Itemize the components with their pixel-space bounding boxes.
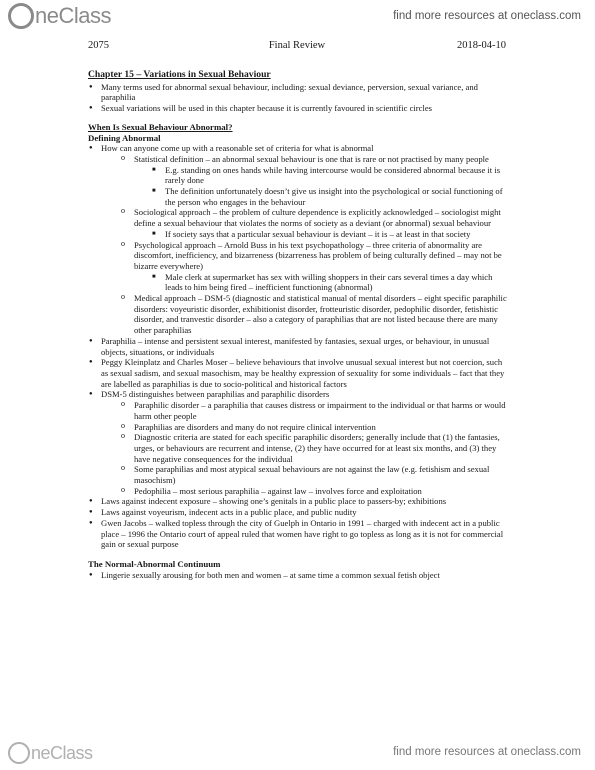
sub-list-item: o Pedophilia – most serious paraphilia – against law – involves force and exploitation <box>88 486 508 497</box>
list-item: ● DSM-5 distinguishes between paraphilias and paraphilic disorders <box>88 389 508 400</box>
chapter-title: Chapter 15 – Variations in Sexual Behaviour <box>88 69 271 80</box>
continuum-list <box>88 570 508 581</box>
top-banner <box>0 0 595 34</box>
sub-sub-list-item: ■ The definition unfortunately doesn’t give us insight into the psychological or social functioning of the person who engages in the behaviour <box>88 186 508 207</box>
list-item: ● Lingerie sexually arousing for both men and women – at same time a common sexual fetish object <box>88 570 508 581</box>
find-more-resources-footer-link[interactable]: find more resources at oneclass.com <box>393 746 581 758</box>
intro-list <box>88 82 508 114</box>
section-title-continuum: The Normal-Abnormal Continuum <box>88 558 221 569</box>
bottom-banner <box>0 736 595 770</box>
list-item: ● Paraphilia – intense and persistent sexual interest, manifested by fantasies, sexual urges, or behaviour, in unusual objects, situations, or individuals <box>88 336 508 357</box>
sub-list-item: o Some paraphilias and most atypical sexual behaviours are not against the law (e.g. fetishism and sexual masochism) <box>88 464 508 485</box>
section-subtitle: Defining Abnormal <box>88 132 161 143</box>
document-date: 2018-04-10 <box>457 40 506 51</box>
logo-text: neClass <box>35 3 111 28</box>
list-item: ● Laws against indecent exposure – showing one’s genitals in a public place to passers-by; exhibitions <box>88 496 508 507</box>
oneclass-footer-logo[interactable] <box>8 740 93 766</box>
list-item: ● How can anyone come up with a reasonable set of criteria for what is abnormal <box>88 143 508 154</box>
document-header <box>88 40 506 54</box>
sub-list-item: o Psychological approach – Arnold Buss in his text psychopathology – three criteria of abnormality are discomfort, inefficiency, and bizarreness (bizarreness has problem of being culturally defined – may not be bizarre everywhere) <box>88 240 508 272</box>
list-item: ● Many terms used for abnormal sexual behaviour, including: sexual deviance, perversion, sexual variance, and paraphilia <box>88 82 508 103</box>
section-title: When Is Sexual Behaviour Abnormal? <box>88 121 233 132</box>
sub-sub-list-item: ■ Male clerk at supermarket has sex with willing shoppers in their cars several times a day which leads to him being fired – inefficient functioning (abnormal) <box>88 272 508 293</box>
oneclass-logo[interactable] <box>8 3 111 29</box>
sub-list-item: o Medical approach – DSM-5 (diagnostic and statistical manual of mental disorders – eight specific paraphilic disorders: voyeuristic disorder, exhibitionist disorder, frotteuristic disorder, pedophilic disorder, fetishistic disorder, and tranvestic disorder – also a category of paraphilias that are not listed because there are many other paraphilias <box>88 293 508 336</box>
sub-list-item: o Diagnostic criteria are stated for each specific paraphilic disorders; generally include that (1) the fantasies, urges, or behaviours are recurrent and intense, (2) they have occurred for at least six months, and (3) they have negative consequences for the individual <box>88 432 508 464</box>
logo-ring-icon <box>8 3 34 29</box>
sub-sub-list-item: ■ If society says that a particular sexual behaviour is deviant – it is – at least in that society <box>88 229 508 240</box>
list-item: ● Sexual variations will be used in this chapter because it is currently favoured in scientific circles <box>88 103 508 114</box>
list-item: ● Gwen Jacobs – walked topless through the city of Guelph in Ontario in 1991 – charged with indecent act in a public place – 1996 the Ontario court of appeal ruled that women have right to go topless as long as it is not for commercial gain or sexual purpose <box>88 518 508 550</box>
sub-list-item: o Paraphilic disorder – a paraphilia that causes distress or impairment to the individual or that harms or would harm other people <box>88 400 508 421</box>
document-body <box>88 70 508 580</box>
course-code: 2075 <box>88 40 109 51</box>
find-more-resources-link[interactable]: find more resources at oneclass.com <box>393 10 581 22</box>
sub-sub-list-item: ■ E.g. standing on ones hands while having intercourse would be considered abnormal because it is rarely done <box>88 165 508 186</box>
list-item: ● Peggy Kleinplatz and Charles Moser – believe behaviours that involve unusual sexual interest but not coercion, such as sexual sadism, and sexual masochism, may be healthy expression of sexuality for some individuals – fact that they are labelled as paraphilias is due to socio-political and historical factors <box>88 357 508 389</box>
list-item: ● Laws against voyeurism, indecent acts in a public place, and public nudity <box>88 507 508 518</box>
logo-ring-icon <box>8 742 30 764</box>
sub-list-item: o Statistical definition – an abnormal sexual behaviour is one that is rare or not practised by many people <box>88 154 508 165</box>
spacer <box>88 550 508 559</box>
abnormal-criteria-list <box>88 143 508 550</box>
document-title: Final Review <box>268 40 326 51</box>
sub-list-item: o Paraphilias are disorders and many do not require clinical intervention <box>88 422 508 433</box>
sub-list-item: o Sociological approach – the problem of culture dependence is explicitly acknowledged – sociologist might define a sexual behaviour that violates the norms of society as a deviant (or abnormal) sexual behaviour <box>88 207 508 228</box>
logo-text: neClass <box>31 743 93 763</box>
